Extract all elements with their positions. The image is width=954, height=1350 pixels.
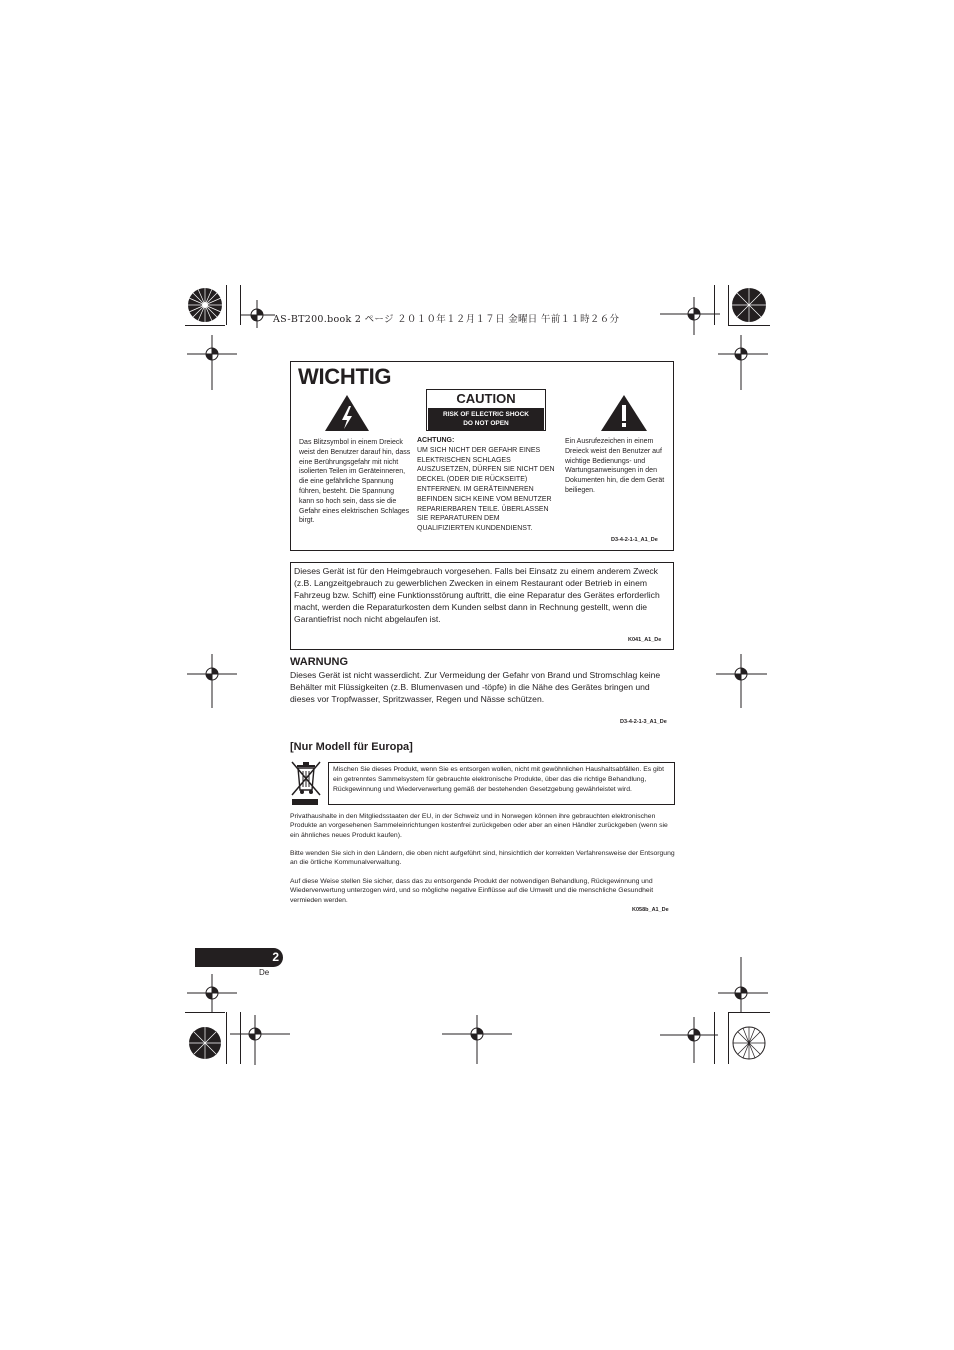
achtung-heading: ACHTUNG: (417, 437, 455, 444)
crossed-out-bin-icon (288, 759, 324, 807)
exclamation-symbol-description: Ein Ausrufezeichen in einem Dreieck weist den Benutzer auf wichtige Bedienungs- und Wartungsanweisungen in den Dokumenten hin, die dem Gerät beiliegen. (565, 438, 665, 494)
crosshair-icon (240, 298, 275, 328)
disposal-paragraph-3: Auf diese Weise stellen Sie sicher, dass das zu entsorgende Produkt der notwendigen Behandlung, Rückgewinnung und Wiederverwertung unterzogen wird, und so mögliche negative Einflüsse auf die Umwelt und die menschliche Gesundheit vermieden werden. (290, 878, 654, 904)
exclamation-warning-icon (598, 393, 650, 433)
caution-label (426, 389, 546, 431)
crosshair-icon (185, 650, 245, 710)
registration-mark-icon (185, 960, 305, 1070)
registration-mark-icon (660, 285, 770, 395)
page-number: 2 (272, 950, 279, 964)
caution-warning-band (428, 408, 544, 430)
caution-line-2: DO NOT OPEN (463, 420, 509, 427)
europe-heading: [Nur Modell für Europa] (290, 741, 413, 753)
reference-code: K041_A1_De (628, 637, 662, 643)
registration-mark-icon (660, 955, 770, 1065)
warnung-text: Dieses Gerät ist nicht wasserdicht. Zur Vermeidung der Gefahr von Brand und Stromschlag keine Behälter mit Flüssigkeiten (z.B. Blumenvasen und -töpfe) in die Nähe des Gerätes bringen und dieses vor Tropfwasser, Spritzwasser, Regen und Nässe schützen. (290, 670, 661, 705)
language-code: De (259, 968, 270, 977)
reference-code: D3-4-2-1-3_A1_De (620, 719, 667, 725)
reference-code: K058b_A1_De (632, 907, 669, 913)
home-use-notice-text: Dieses Gerät ist für den Heimgebrauch vorgesehen. Falls bei Einsatz zu einem anderem Zweck (z.B. Langzeitgebrauch zu gewerblichen Zwecken in einem Restaurant oder Betrieb in einem Fahrzeug bzw. Schiff) eine Funktionsstörung auftritt, die eine Reparatur des Gerätes erforderlich macht, werden die Reparaturkosten dem Kunden selbst dann in Rechnung gestellt, wenn die Garantiefrist noch nicht abgelaufen ist. (294, 566, 660, 625)
lightning-warning-icon (323, 393, 371, 433)
disposal-paragraph-1: Privathaushalte in den Mitgliedsstaaten der EU, in der Schweiz und in Norwegen können ihre gebrauchten elektronischen Produkte an vorgesehenen Sammeleinrichtungen kostenfrei zurückgeben oder aber an einen Händler zurückgeben (wenn sie ein ähnliches neues Produkt kaufen). (290, 813, 668, 839)
caution-title: CAUTION (456, 391, 516, 406)
crosshair-icon (715, 650, 770, 710)
crosshair-icon (440, 1012, 515, 1067)
achtung-block (417, 436, 557, 534)
file-info-line: AS-BT200.book 2 ページ ２０１０年１２月１７日 金曜日 午前１１時２６分 (273, 314, 620, 325)
disposal-paragraph-2: Bitte wenden Sie sich in den Ländern, die oben nicht aufgeführt sind, hinsichtlich der korrekten Verfahrensweise der Entsorgung an die örtliche Kommunalverwaltung. (290, 850, 675, 867)
caution-line-1: RISK OF ELECTRIC SHOCK (443, 411, 529, 418)
warnung-heading: WARNUNG (290, 656, 349, 668)
reference-code: D3-4-2-1-1_A1_De (611, 537, 658, 543)
registration-mark-icon (185, 285, 245, 395)
weee-notice-text: Mischen Sie dieses Produkt, wenn Sie es entsorgen wollen, nicht mit gewöhnlichen Haushaltsabfällen. Es gibt ein getrenntes Sammelsystem für gebrauchte elektronische Produkte, über das die richtige Behandlung, Rückgewinnung und Wiederverwertung gemäß der bestehenden Gesetzgebung gewährleistet wird. (333, 766, 664, 793)
lightning-symbol-description: Das Blitzsymbol in einem Dreieck weist den Benutzer darauf hin, dass eine Berührungsgefahr mit nicht isolierten Teilen im Geräteinneren, die eine gefährliche Spannung führen, besteht. Die Spannung kann so hoch sein, dass sie die Gefahr eines elektrischen Schlages birgt. (299, 439, 411, 525)
page-title: WICHTIG (298, 364, 392, 389)
achtung-text: UM SICH NICHT DER GEFAHR EINES ELEKTRISCHEN SCHLAGES AUSZUSETZEN, DÜRFEN SIE NICHT DEN DECKEL (ODER DIE RÜCKSEITE) ENTFERNEN. IM GERÄTEINNEREN BEFINDEN SICH KEINE VOM BENUTZER REPARIERBAREN TEILE. ÜBERLASSEN SIE REPARATUREN DEM QUALIFIZIERTEN KUNDENDIENST. (417, 446, 555, 533)
